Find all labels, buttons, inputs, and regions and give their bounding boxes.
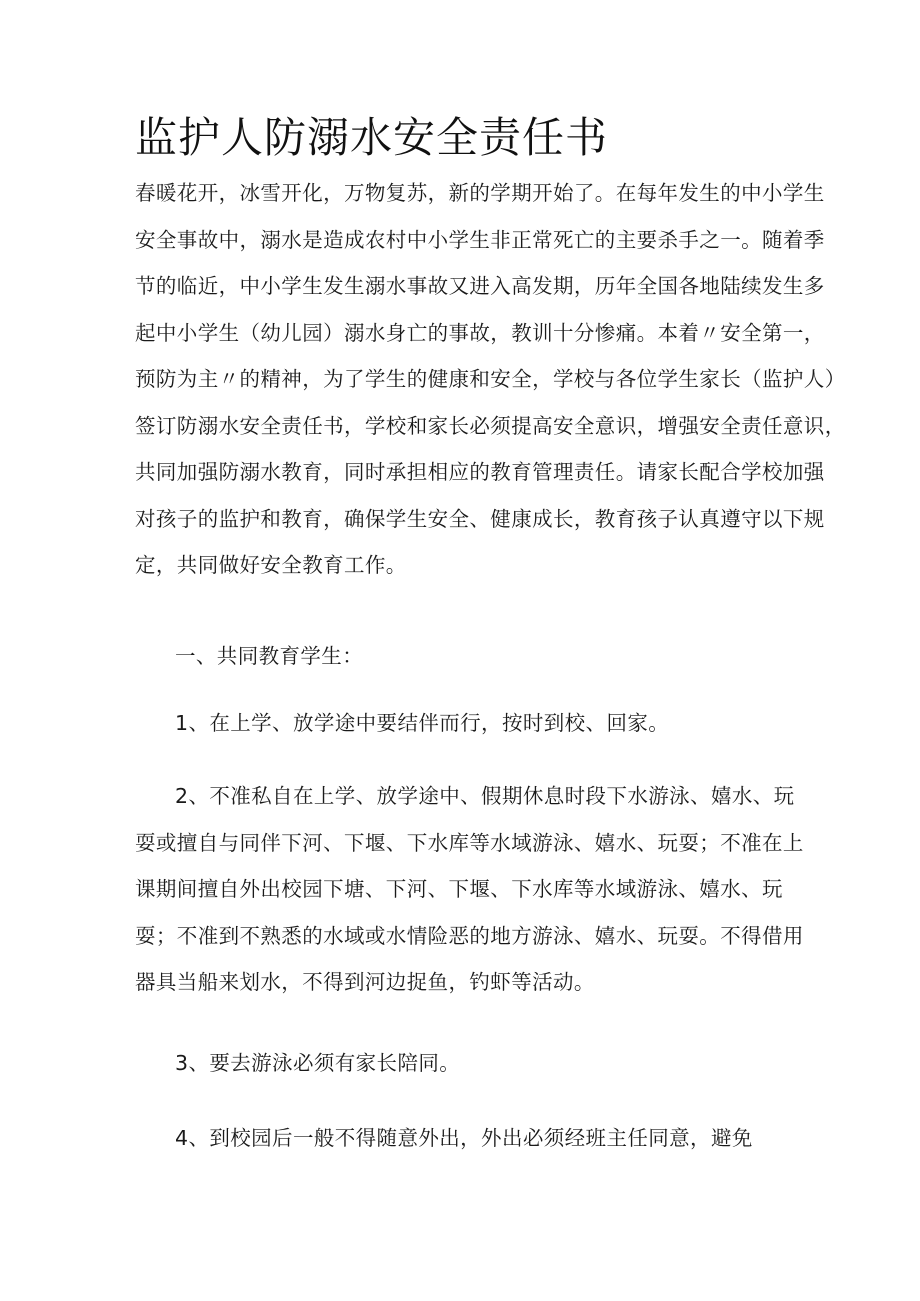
rule-item-3: 3、要去游泳必须有家长陪同。 (175, 1051, 461, 1075)
document-title: 监护人防溺水安全责任书 (135, 113, 609, 162)
rule-2-line: 耍；不准到不熟悉的水域或水情险恶的地方游泳、嬉水、玩耍。不得借用 (135, 923, 804, 948)
intro-line: 安全事故中，溺水是造成农村中小学生非正常死亡的主要杀手之一。随着季 (135, 227, 825, 252)
intro-line: 预防为主〃的精神，为了学生的健康和安全，学校与各位学生家长（监护人） (135, 367, 846, 391)
rule-2-line: 耍或擅自与同伴下河、下堰、下水库等水域游泳、嬉水、玩耍；不准在上 (135, 830, 804, 855)
rule-item-1: 1、在上学、放学途中要结伴而行，按时到校、回家。 (175, 711, 670, 735)
intro-line: 春暖花开，冰雪开化，万物复苏，新的学期开始了。在每年发生的中小学生 (135, 181, 825, 205)
intro-line: 节的临近，中小学生发生溺水事故又进入高发期，历年全国各地陆续发生多 (135, 274, 825, 298)
rule-2-line: 器具当船来划水，不得到河边捉鱼，钓虾等活动。 (135, 970, 595, 994)
intro-line: 定，共同做好安全教育工作。 (135, 553, 407, 577)
section-heading: 一、共同教育学生： (175, 644, 364, 668)
intro-line: 起中小学生（幼儿园）溺水身亡的事故，教训十分惨痛。本着〃安全第一， (135, 320, 825, 345)
intro-line: 对孩子的监护和教育，确保学生安全、健康成长，教育孩子认真遵守以下规 (135, 506, 825, 531)
rule-2-line: 2、不准私自在上学、放学途中、假期休息时段下水游泳、嬉水、玩 (175, 784, 795, 808)
rule-item-4: 4、到校园后一般不得随意外出，外出必须经班主任同意，避免 (175, 1126, 753, 1150)
rule-2-line: 课期间擅自外出校园下塘、下河、下堰、下水库等水域游泳、嬉水、玩 (135, 877, 783, 901)
rule-item-2 (135, 773, 803, 1006)
intro-line: 签订防溺水安全责任书，学校和家长必须提高安全意识，增强安全责任意识， (135, 413, 846, 438)
intro-line: 共同加强防溺水教育，同时承担相应的教育管理责任。请家长配合学校加强 (135, 460, 825, 484)
intro-paragraph (135, 170, 846, 589)
